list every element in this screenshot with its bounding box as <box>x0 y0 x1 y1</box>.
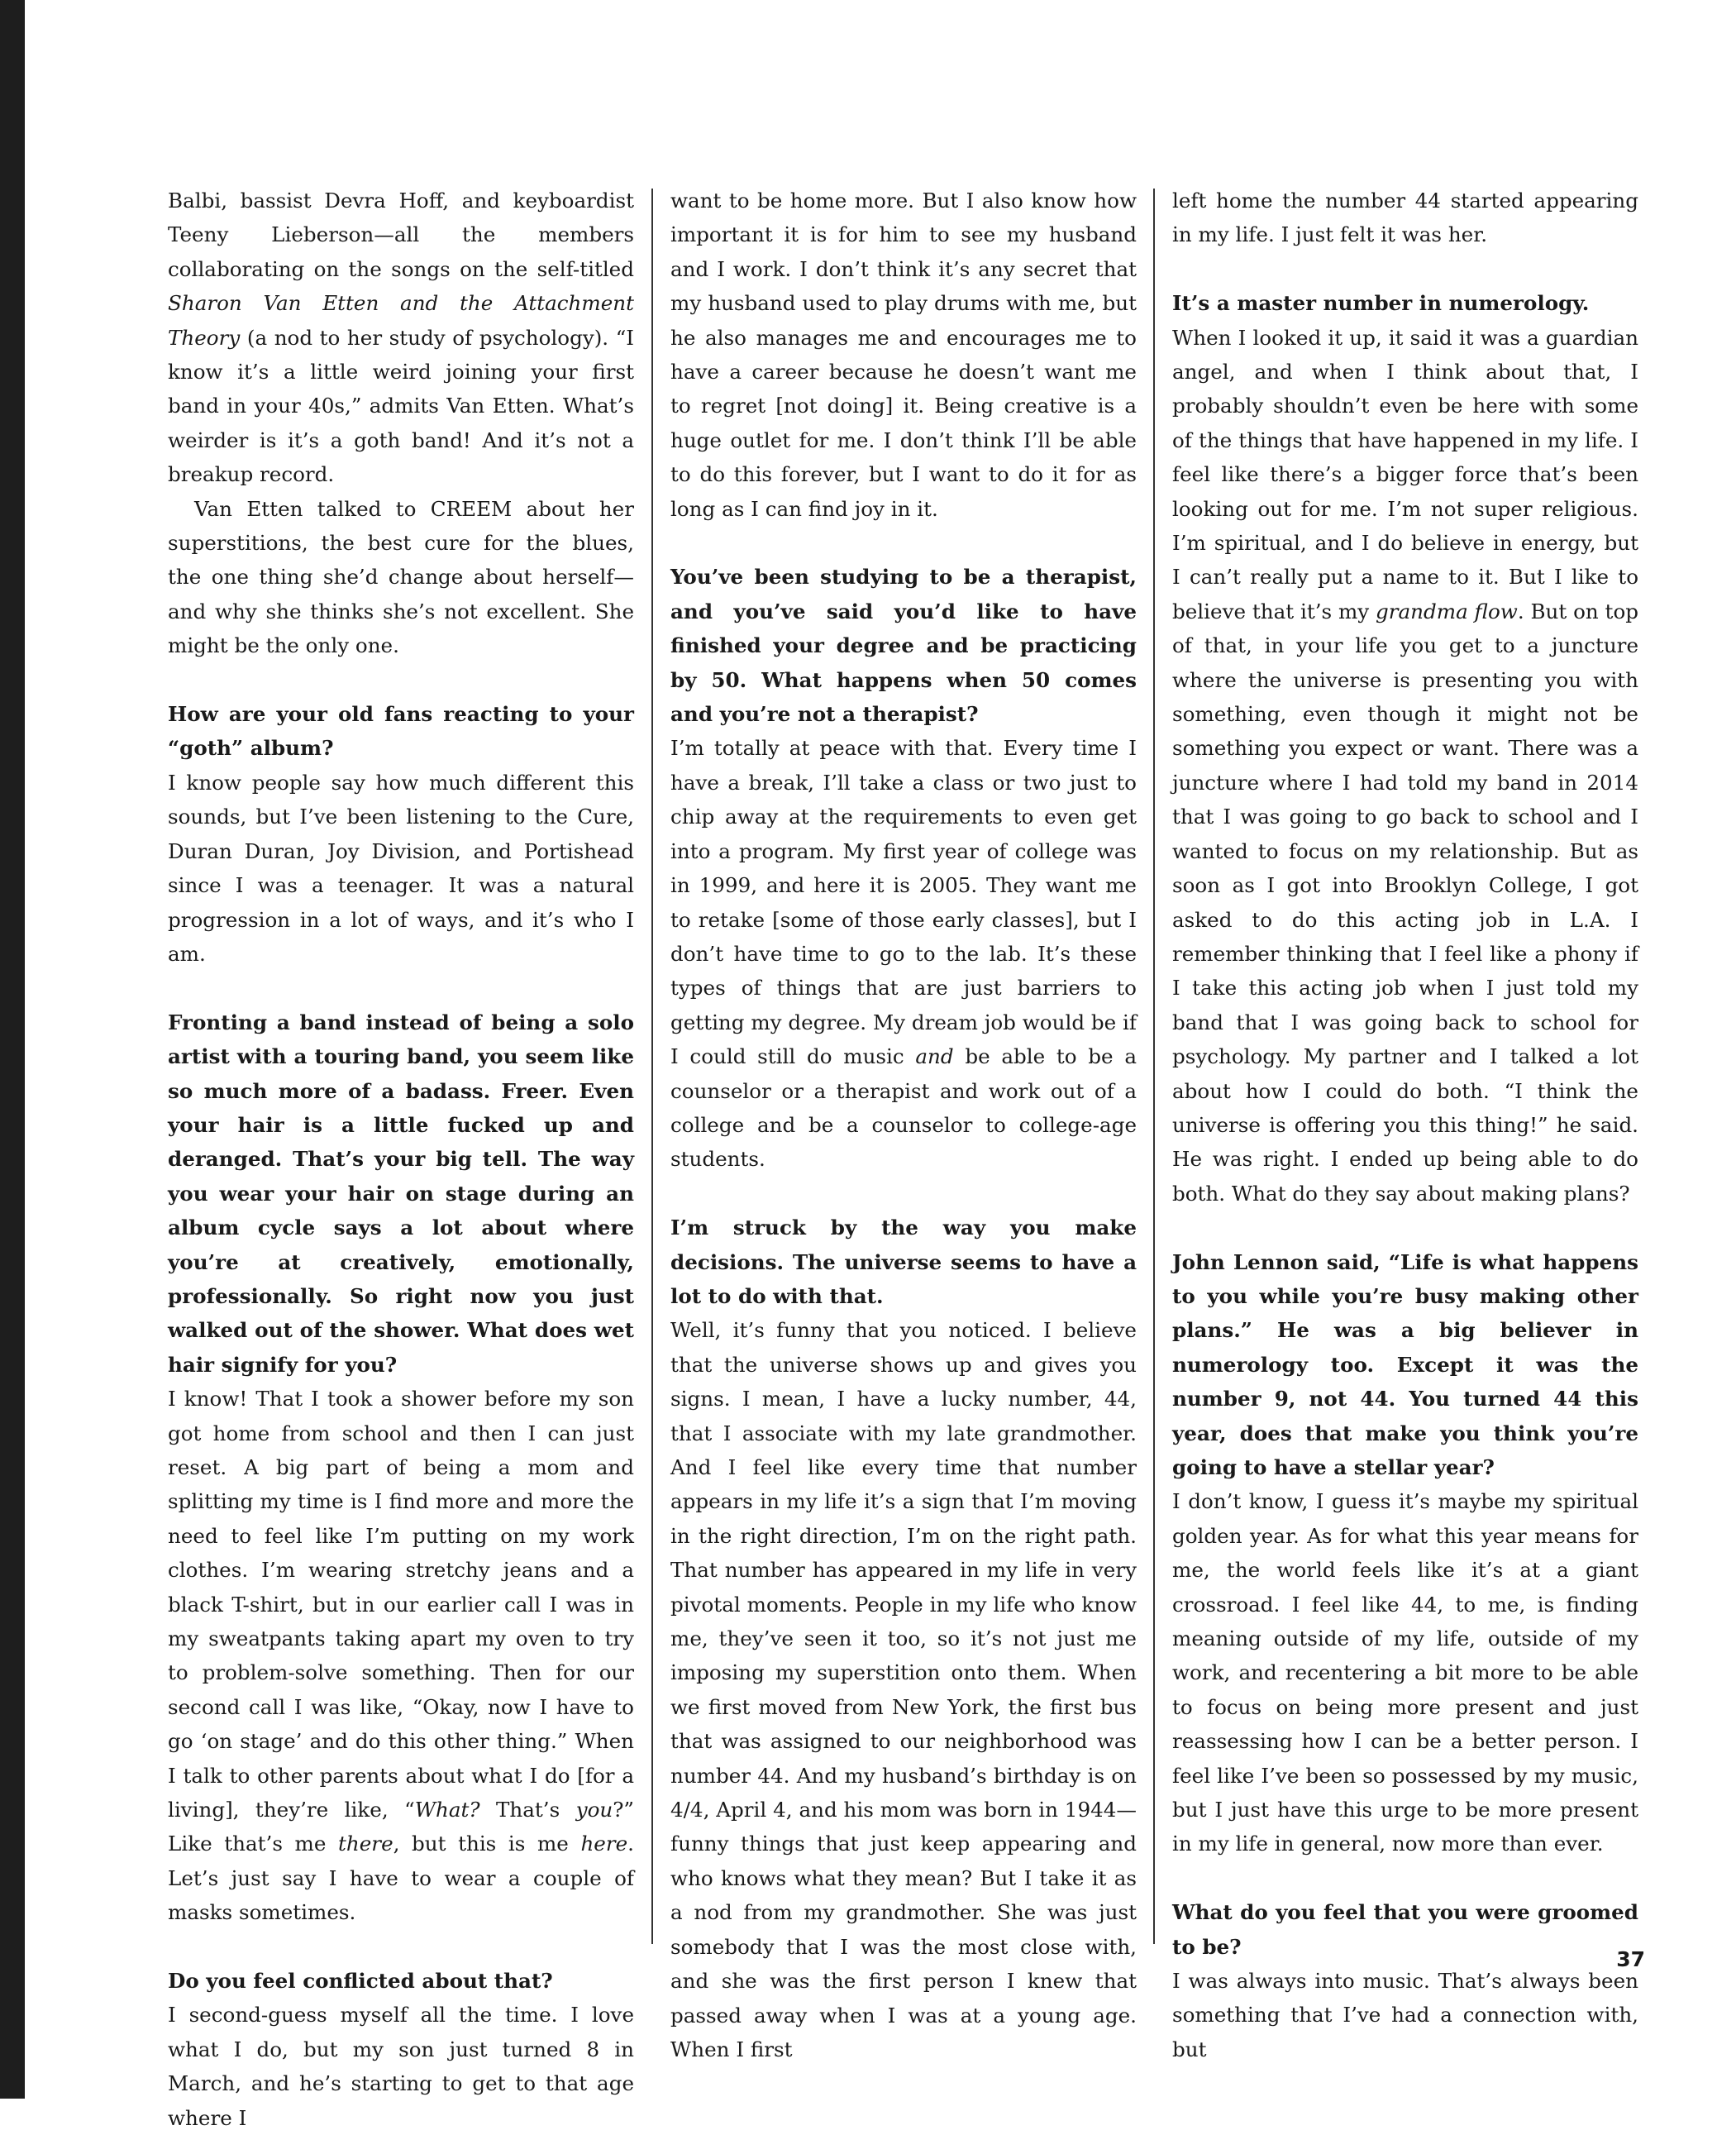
answer-paragraph: I don’t know, I guess it’s maybe my spiritual golden year. As for what this year means for me, the world feels like it’s at a giant crossroad. I feel like 44, to me, is finding meaning outside of my life, outside of my work, and recentering a bit more to be able to focus on being more present and just reassessing how I can be a better person. I feel like I’ve been so possessed by my music, but I just have this urge to be more present in my life in general, now more than ever. <box>1172 1489 1638 1856</box>
answer-paragraph: I’m totally at peace with that. Every time I have a break, I’ll take a class or two just to chip away at the requirements to even get into a program. My first year of college was in 1999, and here it is 2005. They want me to retake [some of those early classes], but I don’t have time to go to the lab. It’s these types of things that are just barriers to getting my degree. My dream job would be if I could still do music and be able to be a counselor or a therapist and work out of a college and be a counselor to college-age students. <box>670 736 1137 1172</box>
question-heading: Do you feel conflicted about that? <box>168 1969 553 1994</box>
answer-paragraph: I know people say how much different this sounds, but I’ve been listening to the Cure, Duran Duran, Joy Division, and Portishead since I was a teenager. It was a natural progression in a lot of ways, and it’s who I am. <box>168 770 634 966</box>
intro-text-end: (a nod to her study of psychology). “I know it’s a little weird joining your first band in your 40s,” admits Van Etten. What’s weirder is it’s a goth band! And it’s not a breakup record. <box>168 325 634 487</box>
intro-text: Balbi, bassist Devra Hoff, and keyboardist Teeny Lieberson—all the members collaborating on the songs on the self-titled <box>168 189 634 281</box>
question-heading: What do you feel that you were groomed to be? <box>1172 1900 1638 1959</box>
article-column-1 <box>168 184 634 2135</box>
column-divider <box>1153 189 1155 1944</box>
question-heading: I’m struck by the way you make decisions. The universe seems to have a lot to do with that. <box>670 1216 1137 1308</box>
question-heading: It’s a master number in numerology. <box>1172 291 1590 316</box>
intro-paragraph-2: Van Etten talked to CREEM about her superstitions, the best cure for the blues, the one thing she’d change about herself—and why she thinks she’s not excellent. She might be the only one. <box>168 496 634 658</box>
question-heading: Fronting a band instead of being a solo artist with a touring band, you seem like so much more of a badass. Freer. Even your hair is a little fucked up and deranged. That’s your big tell. The way you wear your hair on stage during an album cycle says a lot about where you’re at creatively, emotionally, professionally. So right now you just walked out of the shower. What does wet hair signify for you? <box>168 1010 634 1377</box>
article-column-3 <box>1172 184 1638 2066</box>
answer-paragraph: When I looked it up, it said it was a guardian angel, and when I think about that, I probably shouldn’t even be here with some of the things that have happened in my life. I feel like there’s a bigger force that’s been looking out for me. I’m not super religious. I’m spiritual, and I do believe in energy, but I can’t really put a name to it. But I like to believe that it’s my grandma flow. But on top of that, in your life you get to a juncture where the universe is presenting you with something, even though it might not be something you expect or want. There was a juncture where I had told my band in 2014 that I was going to go back to school and I wanted to focus on my relationship. But as soon as I got into Brooklyn College, I got asked to do this acting job in L.A. I remember thinking that I feel like a phony if I take this acting job when I just told my band that I was going back to school for psychology. My partner and I talked a lot about how I could do both. “I think the universe is offering you this thing!” he said. He was right. I ended up being able to do both. What do they say about making plans? <box>1172 325 1638 1206</box>
column-divider <box>651 189 653 1944</box>
intro-paragraph <box>168 184 634 492</box>
article-column-2 <box>670 184 1137 2066</box>
answer-paragraph: I know! That I took a shower before my son got home from school and then I can just reset. A big part of being a mom and splitting my time is I find more and more the need to feel like I’m putting on my work clothes. I’m wearing stretchy jeans and a black T-shirt, but in our earlier call I was in my sweatpants taking apart my oven to try to problem-solve something. Then for our second call I was like, “Okay, now I have to go ‘on stage’ and do this other thing.” When I talk to other parents about what I do [for a living], they’re like, “What? That’s you?” Like that’s me there, but this is me here. Let’s just say I have to wear a couple of masks sometimes. <box>168 1387 634 1925</box>
answer-paragraph: want to be home more. But I also know how important it is for him to see my husband and I work. I don’t think it’s any secret that my husband used to play drums with me, but he also manages me and encourages me to have a career because he doesn’t want me to regret [not doing] it. Being creative is a huge outlet for me. I don’t think I’ll be able to do this forever, but I want to do it for as long as I can find joy in it. <box>670 189 1137 521</box>
album-title: Sharon Van Etten and the Attachment Theory <box>168 291 634 350</box>
answer-paragraph: I was always into music. That’s always been something that I’ve had a connection with, but <box>1172 1969 1638 2061</box>
question-heading: John Lennon said, “Life is what happens to you while you’re busy making other plans.” He was a big believer in numerology too. Except it was the number 9, not 44. You turned 44 this year, does that make you think you’re going to have a stellar year? <box>1172 1249 1638 1479</box>
page-spine-edge <box>0 0 25 2099</box>
answer-paragraph: left home the number 44 started appearing in my life. I just felt it was her. <box>1172 189 1638 247</box>
answer-paragraph: Well, it’s funny that you noticed. I believe that the universe shows up and gives you signs. I mean, I have a lucky number, 44, that I associate with my late grandmother. And I feel like every time that number appears in my life it’s a sign that I’m moving in the right direction, I’m on the right path. That number has appeared in my life in very pivotal moments. People in my life who know me, they’ve seen it too, so it’s not just me imposing my superstition onto them. When we first moved from New York, the first bus that was assigned to our neighborhood was number 44. And my husband’s birthday is on 4/4, April 4, and his mom was born in 1944—funny things that just keep appearing and who knows what they mean? But I take it as a nod from my grandmother. She was just somebody that I was the most close with, and she was the first person I knew that passed away when I was at a young age. When I first <box>670 1318 1137 2061</box>
page-number: 37 <box>1616 1947 1645 1971</box>
question-heading: How are your old fans reacting to your “goth” album? <box>168 702 634 761</box>
answer-paragraph: I second-guess myself all the time. I love what I do, but my son just turned 8 in March, and he’s starting to get to that age where I <box>168 2003 634 2130</box>
question-heading: You’ve been studying to be a therapist, and you’ve said you’d like to have finished your degree and be practicing by 50. What happens when 50 comes and you’re not a therapist? <box>670 565 1137 727</box>
